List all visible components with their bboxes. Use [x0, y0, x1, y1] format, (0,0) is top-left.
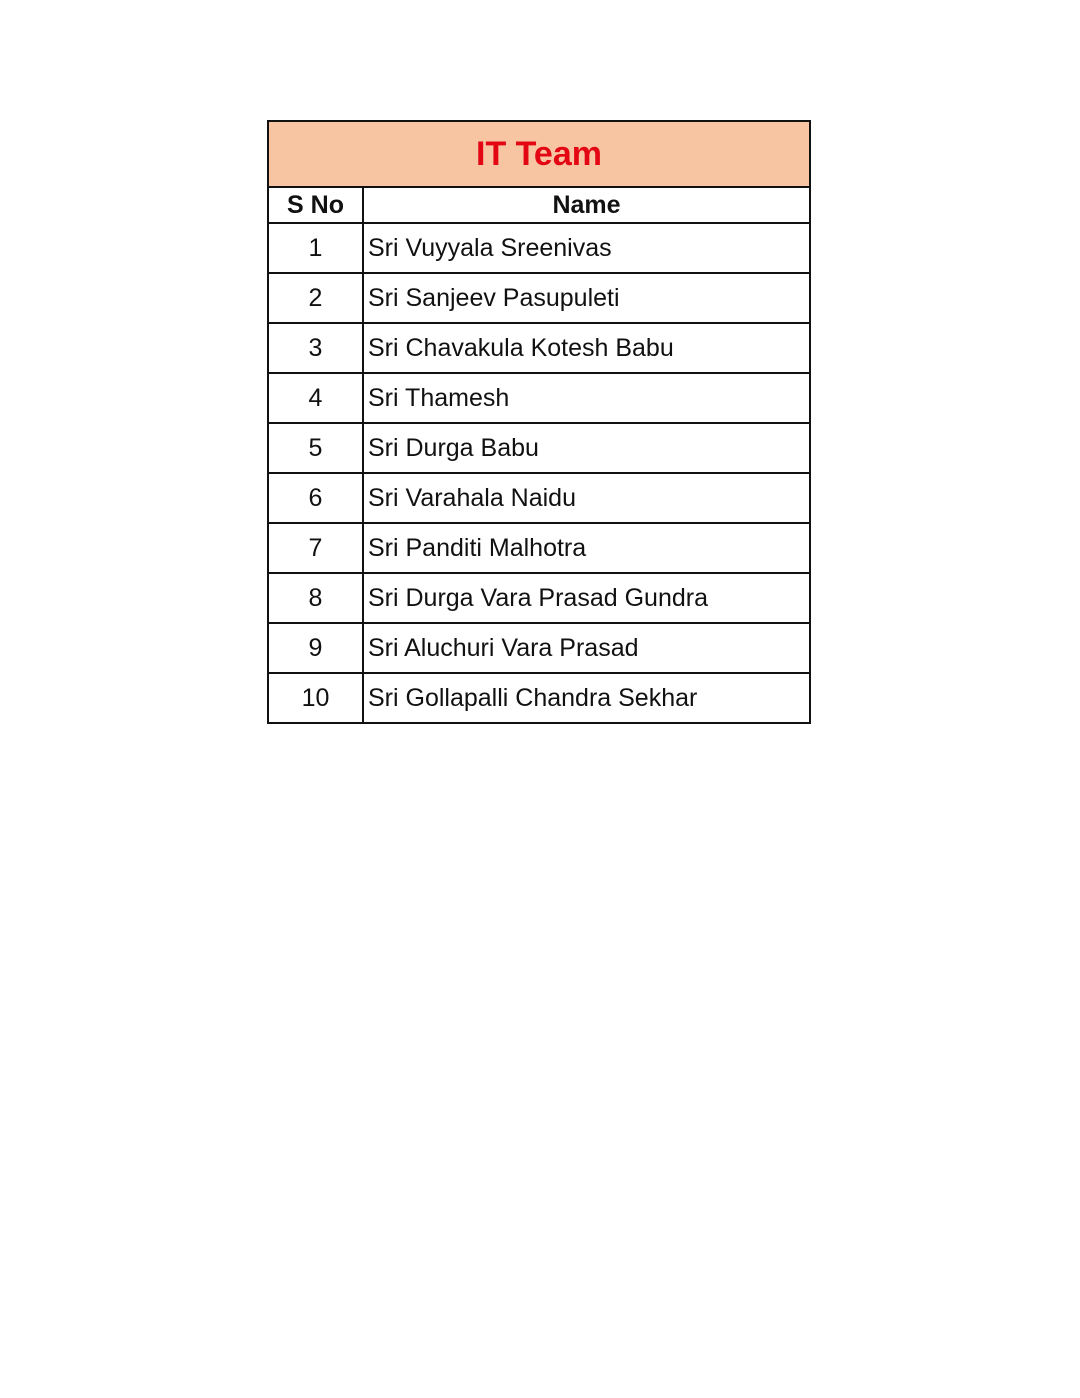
- table-row: [268, 523, 810, 573]
- it-team-table: [267, 120, 811, 724]
- row-sno: 9: [268, 623, 363, 673]
- table-row: [268, 273, 810, 323]
- table-row: [268, 423, 810, 473]
- table-title-row: [268, 121, 810, 187]
- table-row: [268, 623, 810, 673]
- column-header-row: [268, 187, 810, 223]
- table-row: [268, 573, 810, 623]
- row-sno: 10: [268, 673, 363, 723]
- table-row: [268, 673, 810, 723]
- row-name: Sri Chavakula Kotesh Babu: [363, 323, 810, 373]
- row-sno: 7: [268, 523, 363, 573]
- column-header-name: Name: [363, 187, 810, 223]
- row-sno: 3: [268, 323, 363, 373]
- row-name: Sri Durga Vara Prasad Gundra: [363, 573, 810, 623]
- row-name: Sri Sanjeev Pasupuleti: [363, 273, 810, 323]
- row-name: Sri Thamesh: [363, 373, 810, 423]
- row-name: Sri Varahala Naidu: [363, 473, 810, 523]
- row-sno: 8: [268, 573, 363, 623]
- row-name: Sri Durga Babu: [363, 423, 810, 473]
- table-title: IT Team: [268, 121, 810, 187]
- row-name: Sri Panditi Malhotra: [363, 523, 810, 573]
- table-row: [268, 223, 810, 273]
- row-sno: 4: [268, 373, 363, 423]
- row-sno: 2: [268, 273, 363, 323]
- column-header-sno: S No: [268, 187, 363, 223]
- row-sno: 5: [268, 423, 363, 473]
- row-sno: 6: [268, 473, 363, 523]
- row-name: Sri Gollapalli Chandra Sekhar: [363, 673, 810, 723]
- row-name: Sri Aluchuri Vara Prasad: [363, 623, 810, 673]
- row-name: Sri Vuyyala Sreenivas: [363, 223, 810, 273]
- table-row: [268, 373, 810, 423]
- row-sno: 1: [268, 223, 363, 273]
- table-row: [268, 473, 810, 523]
- table-row: [268, 323, 810, 373]
